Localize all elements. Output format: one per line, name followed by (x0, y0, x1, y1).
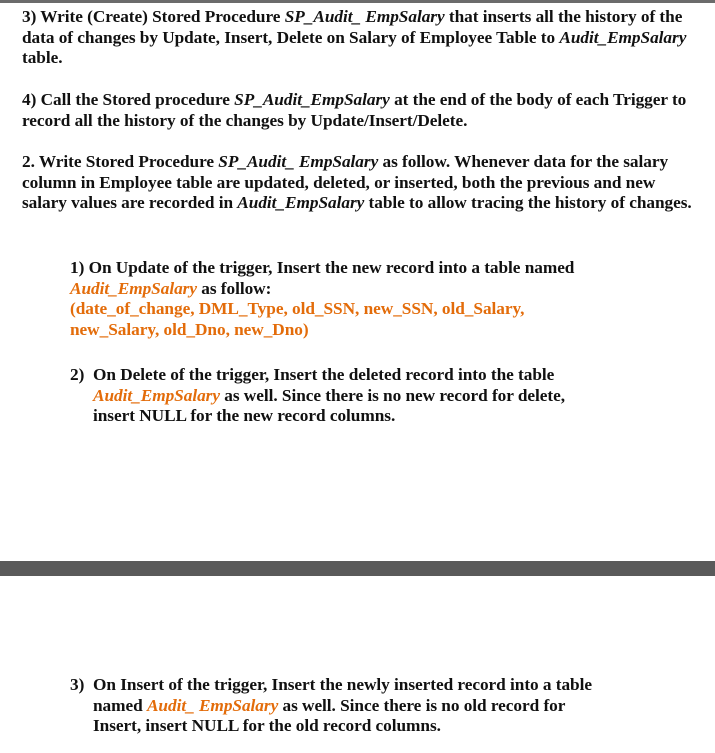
line (70, 696, 670, 717)
text: named (93, 695, 147, 715)
line (70, 386, 670, 407)
table-name: Audit_EmpSalary (237, 193, 365, 212)
column-list: (date_of_change, DML_Type, old_SSN, new_SSN, old_Salary, (70, 299, 525, 318)
line (70, 675, 670, 696)
item-number: 2) (70, 365, 85, 384)
text: Insert, insert NULL for the old record columns. (93, 716, 441, 735)
subitem-update (70, 258, 670, 340)
table-name: Audit_EmpSalary (93, 385, 220, 405)
document-page-1 (0, 3, 715, 561)
text: at the end of the body of each Trigger to record all the history of the changes by Update/Insert/Delete. (22, 90, 687, 130)
text: as well. Since there is no new record for delete, (219, 385, 565, 405)
text: table to allow tracing the history of changes. (364, 193, 692, 212)
paragraph-step-3 (22, 7, 692, 69)
text: as follow. Whenever data for the salary column in Employee table are updated, deleted, or inserted, both the previous and new salary values are recorded in (22, 152, 669, 212)
procedure-name: SP_Audit_ EmpSalary (218, 152, 379, 171)
paragraph-task-2 (22, 152, 692, 214)
text: On Delete of the trigger, Insert the deleted record into the table (93, 365, 555, 384)
text: 2. Write Stored Procedure (22, 152, 219, 171)
text: as follow: (196, 278, 272, 298)
text: as well. Since there is no old record for (278, 695, 566, 715)
column-list: new_Salary, old_Dno, new_Dno) (70, 319, 309, 339)
item-number: 3) (70, 675, 85, 694)
text: that inserts all the history of the data of changes by Update, Insert, Delete on Salary of Employee Table to (22, 7, 683, 47)
text: 3) Write (Create) Stored Procedure (22, 7, 285, 26)
page-separator (0, 561, 715, 576)
text: On Insert of the trigger, Insert the newly inserted record into a table (93, 675, 592, 694)
text: 1) On Update of the trigger, Insert the new record into a table named (70, 258, 575, 277)
table-name: Audit_ EmpSalary (146, 695, 279, 715)
line (70, 279, 670, 300)
procedure-name: SP_Audit_EmpSalary (234, 90, 390, 109)
text: table. (22, 48, 63, 67)
table-name: Audit_EmpSalary (559, 27, 687, 47)
line (70, 365, 670, 386)
document-page-2 (0, 576, 715, 753)
procedure-name: SP_Audit_ EmpSalary (284, 7, 445, 26)
text: 4) Call the Stored procedure (22, 90, 235, 109)
paragraph-step-4 (22, 90, 692, 131)
subitem-delete (70, 365, 670, 427)
subitem-insert (70, 675, 670, 737)
text: insert NULL for the new record columns. (93, 406, 396, 425)
table-name: Audit_EmpSalary (70, 278, 197, 298)
